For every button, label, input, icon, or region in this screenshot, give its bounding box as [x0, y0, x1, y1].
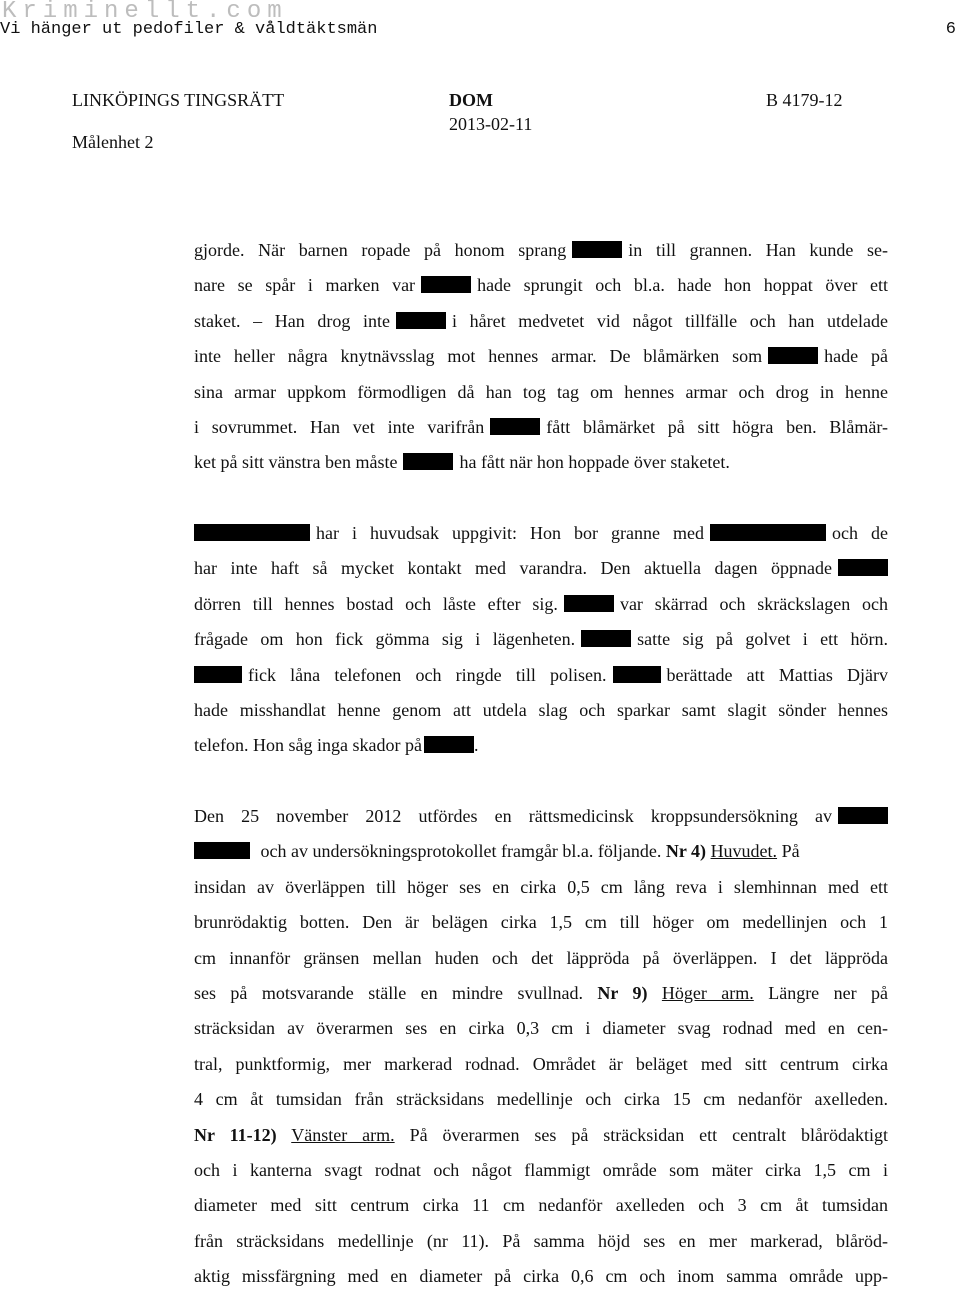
redaction-bar	[421, 276, 471, 293]
text-line: tral, punktformig, mer markerad rodnad. Området är beläget med sitt centrum cirka	[194, 1053, 888, 1074]
court-name: LINKÖPINGS TINGSRÄTT	[72, 90, 285, 110]
site-tagline: Vi hänger ut pedofiler & våldtäktsmän	[0, 20, 378, 39]
redaction-bar	[194, 524, 310, 541]
site-name: Kriminellt.com	[2, 0, 288, 25]
text-line: aktig missfärgning med en diameter på cirka 0,6 cm och inom samma område upp-	[194, 1266, 888, 1287]
document-date: 2013-02-11	[449, 114, 533, 134]
text-line: diameter med sitt centrum cirka 11 cm nedanför axelleden och 3 cm åt tumsidan	[194, 1195, 888, 1216]
page-number: 6	[945, 20, 956, 39]
redaction-bar	[564, 595, 614, 612]
redaction-bar	[838, 559, 888, 576]
text-line: har inte haft så mycket kontakt med varandra. Den aktuella dagen öppnade	[194, 551, 888, 586]
text-line: inte heller några knytnävsslag mot hennes armar. De blåmärken som hade på	[194, 346, 889, 367]
text-line: fick låna telefonen och ringde till polisen. berättade att Mattias Djärv	[194, 658, 888, 693]
text-line: sträcksidan av överarmen ses en cirka 0,3 cm i diameter svag rodnad med en cen-	[194, 1018, 888, 1039]
text-line: dörren till hennes bostad och låste efter sig. var skärrad och skräckslagen och	[194, 593, 888, 614]
court-unit: Målenhet 2	[72, 132, 154, 152]
text-line: insidan av överläppen till höger ses en cirka 0,5 cm lång reva i slemhinnan med ett	[194, 876, 888, 897]
redaction-bar	[572, 241, 622, 258]
text-line: 4 cm åt tumsidan från sträcksidans medellinje och cirka 15 cm nedanför axelleden.	[194, 1089, 888, 1110]
text-line: Nr 11-12) Vänster arm. På överarmen ses på sträcksidan ett centralt blårödaktigt	[194, 1124, 888, 1145]
text-line: brunrödaktig botten. Den är belägen cirka 1,5 cm till höger om medellinjen och 1	[194, 912, 888, 933]
text-line: har i huvudsak uppgivit: Hon bor granne med och de	[194, 516, 888, 551]
redaction-bar	[194, 842, 250, 859]
text-line: sina armar uppkom förmodligen då han tog tag om hennes armar och drog in henne	[194, 381, 888, 402]
redaction-bar	[710, 524, 826, 541]
text-line: ket på sitt vänstra ben måste ha fått när hon hoppade över staketet.	[194, 452, 730, 473]
case-number: B 4179-12	[766, 90, 843, 110]
text-line: hade misshandlat henne genom att utdela slag och sparkar samt slagit sönder hennes	[194, 699, 888, 720]
text-line: nare se spår i marken var hade sprungit och bl.a. hade hon hoppat över ett	[194, 275, 888, 296]
text-line: staket. – Han drog inte i håret medvetet vid något tillfälle och han utdelade	[194, 310, 888, 331]
paragraph-1	[194, 233, 888, 481]
text-line: Den 25 november 2012 utfördes en rättsmedicinsk kroppsundersökning av	[194, 799, 888, 834]
text-line: frågade om hon fick gömma sig i lägenheten. satte sig på golvet i ett hörn.	[194, 629, 888, 650]
text-line: från sträcksidans medellinje (nr 11). På samma höjd ses en mer markerad, blåröd-	[194, 1230, 888, 1251]
redaction-bar	[396, 312, 446, 329]
redaction-bar	[424, 736, 474, 753]
paragraph-2	[194, 516, 888, 764]
text-line: telefon. Hon såg inga skador på .	[194, 735, 479, 756]
text-line: cm innanför gränsen mellan huden och det läppröda på överläppen. I det läppröda	[194, 947, 888, 968]
text-line: ses på motsvarande ställe en mindre svullnad. Nr 9) Höger arm. Längre ner på	[194, 982, 888, 1003]
redaction-bar	[838, 807, 888, 824]
redaction-bar	[490, 418, 540, 435]
text-line: och av undersökningsprotokollet framgår bl.a. följande. Nr 4) Huvudet. På	[194, 834, 888, 869]
text-line: i sovrummet. Han vet inte varifrån fått blåmärket på sitt högra ben. Blåmär-	[194, 416, 888, 437]
redaction-bar	[194, 666, 242, 683]
redaction-bar	[581, 630, 631, 647]
text-line: och i kanterna svagt rodnat och något flammigt område som mäter cirka 1,5 cm i	[194, 1159, 888, 1180]
redaction-bar	[768, 347, 818, 364]
document-type: DOM	[449, 90, 493, 110]
paragraph-3	[194, 799, 888, 1294]
redaction-bar	[403, 453, 453, 470]
redaction-bar	[613, 666, 661, 683]
text-line: gjorde. När barnen ropade på honom sprang in till grannen. Han kunde se-	[194, 240, 888, 260]
